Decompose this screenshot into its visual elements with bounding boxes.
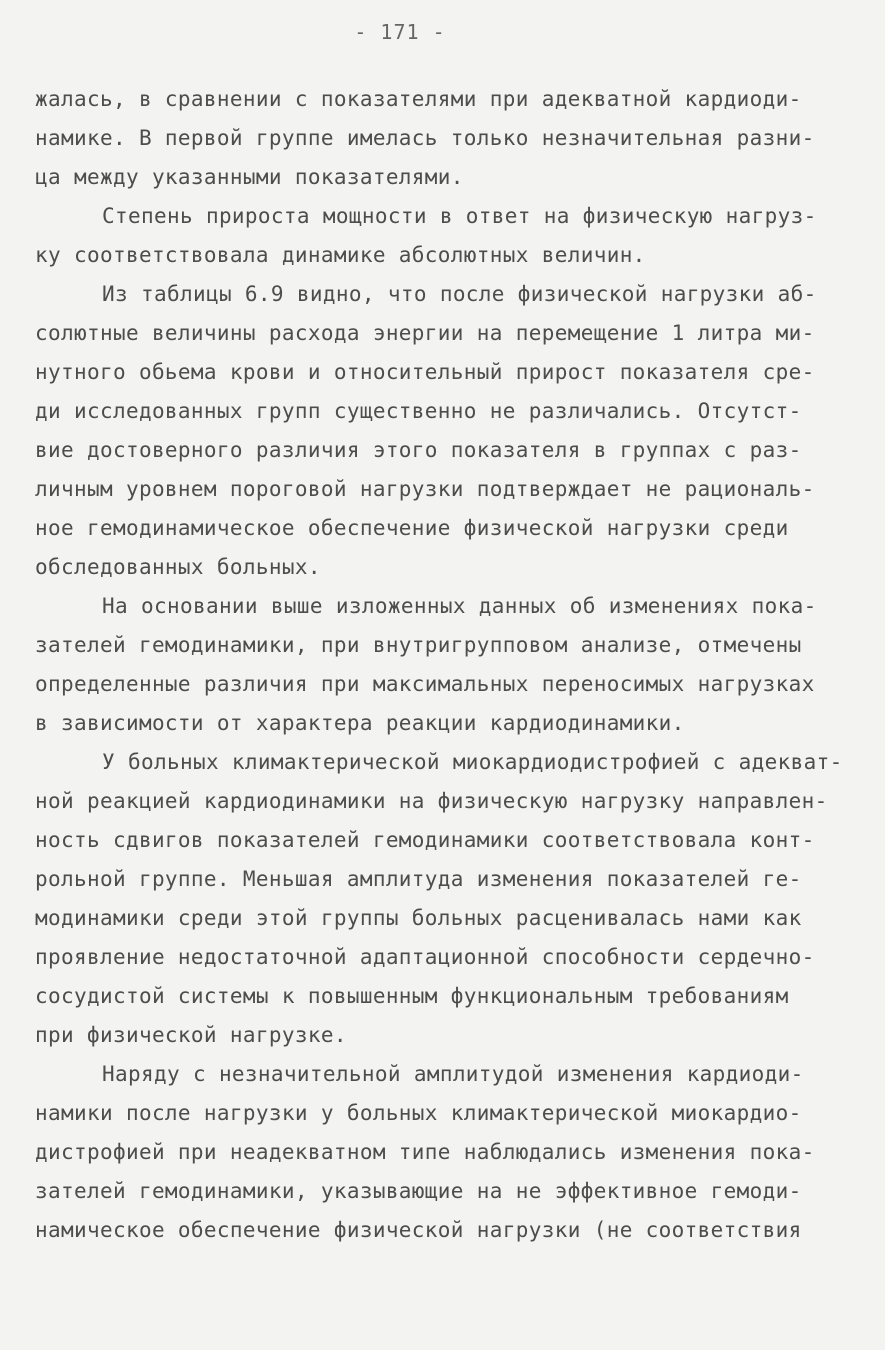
- text-line: ной реакцией кардиодинамики на физическую нагрузку направлен-: [35, 789, 828, 813]
- text-line: в зависимости от характера реакции кардиодинамики.: [35, 711, 685, 735]
- text-line: Из таблицы 6.9 видно, что после физической нагрузки аб-: [102, 282, 817, 306]
- page-number: - 171 -: [354, 20, 446, 44]
- text-line: На основании выше изложенных данных об изменениях пока-: [102, 594, 817, 618]
- text-line: ку соответствовала динамике абсолютных величин.: [35, 243, 646, 267]
- text-line: солютные величины расхода энергии на перемещение 1 литра ми-: [35, 321, 815, 345]
- text-line: намике. В первой группе имелась только незначительная разни-: [35, 126, 815, 150]
- text-line: определенные различия при максимальных переносимых нагрузках: [35, 672, 815, 696]
- text-line: Наряду с незначительной амплитудой изменения кардиоди-: [102, 1062, 804, 1086]
- text-line: дистрофией при неадекватном типе наблюдались изменения пока-: [35, 1140, 815, 1164]
- text-line: ди исследованных групп существенно не различались. Отсутст-: [35, 399, 802, 423]
- text-line: У больных климактерической миокардиодистрофией с адекват-: [102, 750, 843, 774]
- text-line: вие достоверного различия этого показателя в группах с раз-: [35, 438, 802, 462]
- text-line: личным уровнем пороговой нагрузки подтверждает не рациональ-: [35, 477, 815, 501]
- text-line: обследованных больных.: [35, 555, 321, 579]
- text-line: при физической нагрузке.: [35, 1023, 347, 1047]
- text-line: нутного обьема крови и относительный прирост показателя сре-: [35, 360, 815, 384]
- text-line: ца между указанными показателями.: [35, 165, 464, 189]
- text-line: жалась, в сравнении с показателями при адекватной кардиоди-: [35, 87, 802, 111]
- text-line: намики после нагрузки у больных климактерической миокардио-: [35, 1101, 802, 1125]
- text-line: Степень прироста мощности в ответ на физическую нагруз-: [102, 204, 817, 228]
- text-line: рольной группе. Меньшая амплитуда изменения показателей ге-: [35, 867, 802, 891]
- text-line: модинамики среди этой группы больных расценивалась нами как: [35, 906, 802, 930]
- text-line: сосудистой системы к повышенным функциональным требованиям: [35, 984, 789, 1008]
- text-line: ность сдвигов показателей гемодинамики соответствовала конт-: [35, 828, 815, 852]
- text-line: намическое обеспечение физической нагрузки (не соответствия: [35, 1218, 802, 1242]
- text-line: ное гемодинамическое обеспечение физической нагрузки среди: [35, 516, 789, 540]
- text-line: проявление недостаточной адаптационной способности сердечно-: [35, 945, 815, 969]
- text-line: зателей гемодинамики, указывающие на не эффективное гемоди-: [35, 1179, 802, 1203]
- text-line: зателей гемодинамики, при внутригрупповом анализе, отмечены: [35, 633, 802, 657]
